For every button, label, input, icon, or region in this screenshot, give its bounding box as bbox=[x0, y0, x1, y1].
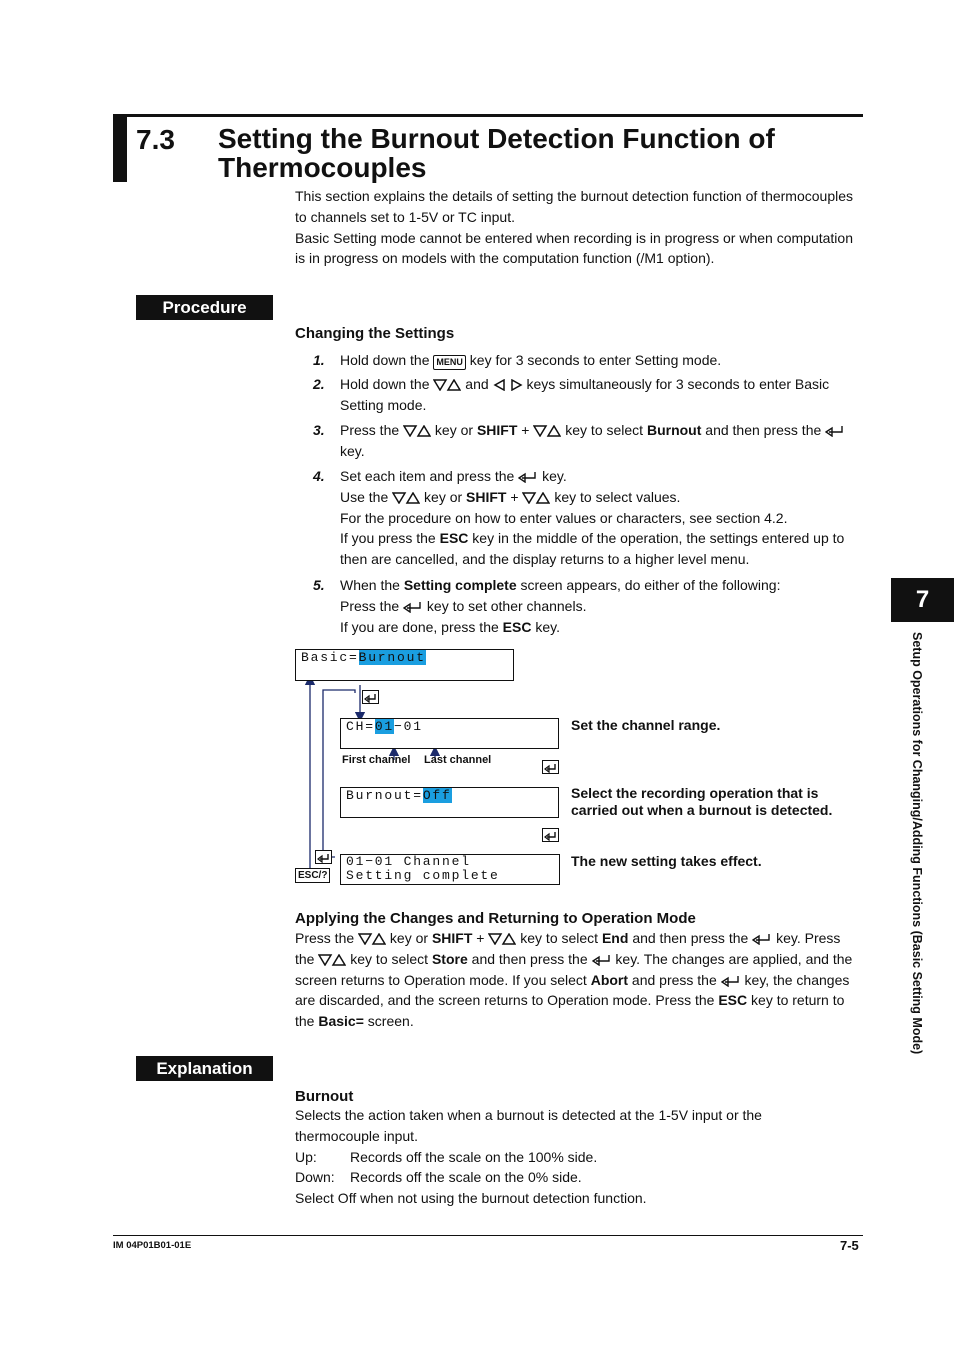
down-up-arrow-key-icon bbox=[403, 425, 431, 437]
section-number: 7.3 bbox=[136, 124, 175, 155]
screen-burnout: Burnout=Off bbox=[340, 787, 559, 818]
screen-channel: CH=01−01 bbox=[340, 718, 559, 749]
intro bbox=[295, 186, 855, 269]
burnout-heading: Burnout bbox=[295, 1088, 354, 1105]
down-up-arrow-key-icon bbox=[433, 379, 461, 391]
page-number: 7-5 bbox=[840, 1238, 859, 1253]
esc-key-icon: ESC/? bbox=[295, 868, 330, 883]
left-right-arrow-key-icon bbox=[493, 379, 523, 391]
screen-basic: Basic=Burnout bbox=[295, 649, 514, 681]
first-channel-label: First channel bbox=[342, 754, 411, 766]
down-up-arrow-key-icon bbox=[533, 425, 561, 437]
enter-key-icon bbox=[592, 954, 612, 966]
last-channel-label: Last channel bbox=[424, 754, 492, 766]
down-up-arrow-key-icon bbox=[318, 954, 346, 966]
enter-key-icon bbox=[825, 425, 845, 437]
burnout-explanation bbox=[295, 1105, 815, 1209]
document-number: IM 04P01B01-01E bbox=[113, 1240, 192, 1251]
down-up-arrow-key-icon bbox=[522, 492, 550, 504]
screen-complete: 01−01 Channel Setting complete bbox=[340, 854, 560, 885]
title-bar bbox=[113, 114, 127, 182]
screen-channel-value: 01 bbox=[374, 719, 395, 734]
intro-paragraph-1: This section explains the details of setting the burnout detection function of thermocouples to channels set to 1-5V or TC input. bbox=[295, 188, 854, 225]
intro-paragraph-2: Basic Setting mode cannot be entered when recording is in progress or when computation is in progress on models with the computation function (/M1 option). bbox=[295, 229, 853, 267]
enter-key-icon bbox=[721, 975, 741, 987]
enter-key-icon bbox=[518, 471, 538, 483]
footer-rule bbox=[113, 1235, 863, 1236]
burnout-description: Selects the action taken when a burnout is detected at the 1-5V input or the thermocouple input. bbox=[295, 1107, 762, 1144]
down-up-arrow-key-icon bbox=[358, 933, 386, 945]
chapter-side-title: Setup Operations for Changing/Adding Functions (Basic Setting Mode) bbox=[910, 632, 924, 1055]
section-title: Setting the Burnout Detection Function of Thermocouples bbox=[218, 123, 775, 183]
enter-key-icon bbox=[315, 850, 332, 864]
burnout-off-note: Select Off when not using the burnout detection function. bbox=[295, 1190, 647, 1207]
down-up-arrow-key-icon bbox=[392, 492, 420, 504]
enter-key-icon bbox=[542, 760, 559, 774]
menu-key-icon: MENU bbox=[433, 355, 466, 370]
enter-key-icon bbox=[752, 933, 772, 945]
apply-heading: Applying the Changes and Returning to Operation Mode bbox=[295, 910, 696, 927]
note-burnout: Select the recording operation that is carried out when a burnout is detected. bbox=[571, 785, 833, 818]
enter-key-icon bbox=[542, 828, 559, 842]
enter-key-icon bbox=[403, 601, 423, 613]
procedure-tag: Procedure bbox=[136, 295, 273, 320]
screen-basic-value: Burnout bbox=[358, 650, 426, 665]
burnout-down: Down: Records off the scale on the 0% side. bbox=[295, 1169, 582, 1186]
note-channel-range: Set the channel range. bbox=[571, 717, 721, 733]
enter-key-icon bbox=[362, 690, 379, 704]
explanation-tag: Explanation bbox=[136, 1056, 273, 1081]
down-up-arrow-key-icon bbox=[488, 933, 516, 945]
note-effect: The new setting takes effect. bbox=[571, 853, 762, 869]
changing-settings-heading: Changing the Settings bbox=[295, 325, 455, 342]
title-rule bbox=[113, 114, 863, 117]
apply-paragraph: Press the key or SHIFT + key to select End and then press the key. Press the key to select Store and then press the key. The changes are applied, and the screen returns to Operation mode. If you select Abort and press the key, the changes are discarded, and the screen returns to Operation mode. Press the ESC key to return to the Basic= screen. bbox=[295, 930, 853, 1030]
burnout-up: Up: Records off the scale on the 100% side. bbox=[295, 1148, 598, 1165]
screen-burnout-value: Off bbox=[422, 788, 452, 803]
chapter-tab: 7 bbox=[891, 578, 954, 622]
